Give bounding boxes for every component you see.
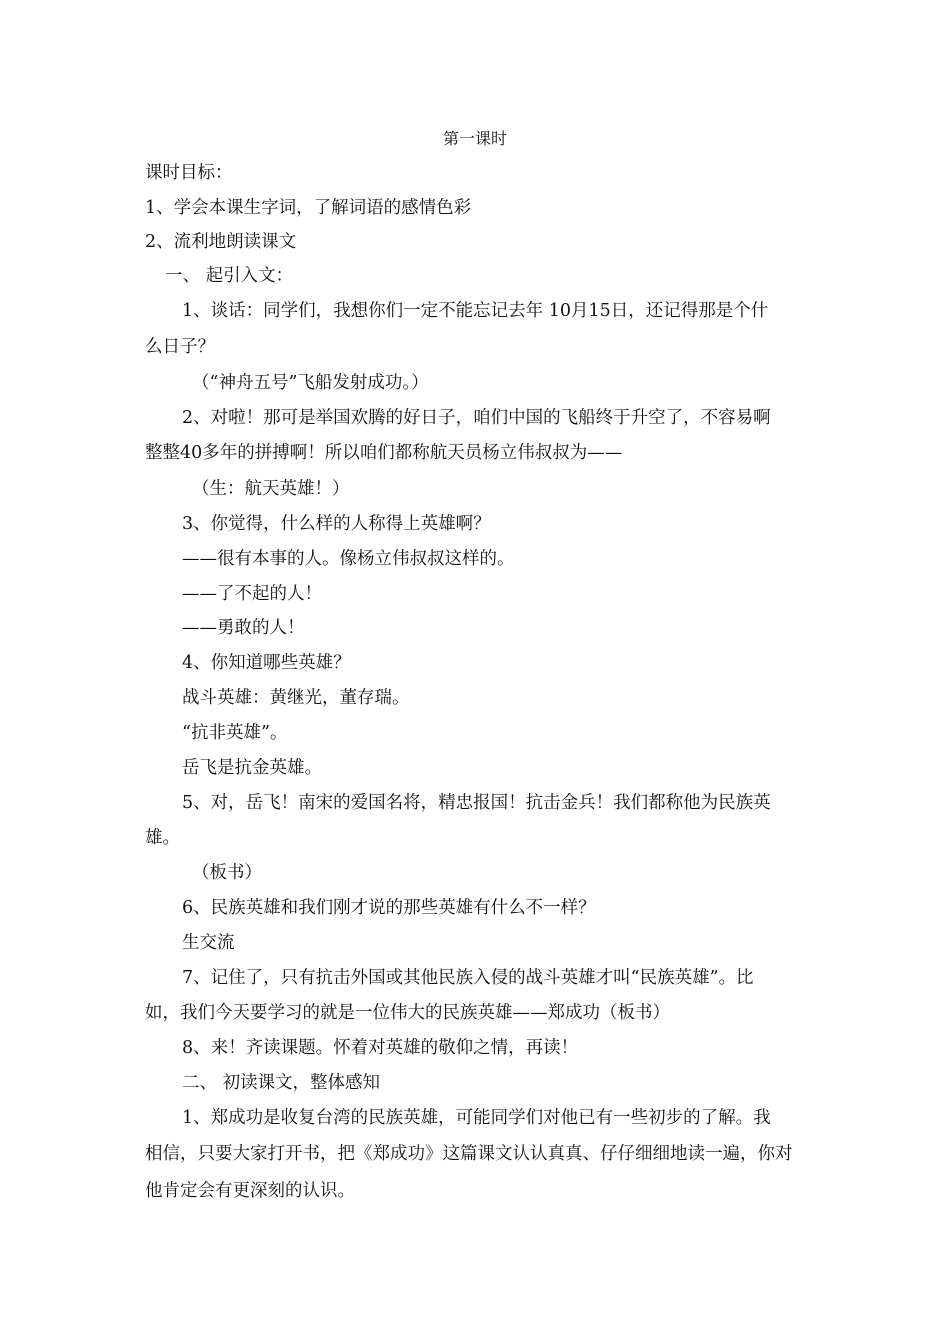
paragraph-line: 5、对，岳飞！南宋的爱国名将，精忠报国！抗击金兵！我们都称他为民族英 xyxy=(182,793,771,813)
paragraph-line: 战斗英雄：黄继光，董存瑞。 xyxy=(182,688,410,708)
paragraph-line: 岳飞是抗金英雄。 xyxy=(182,758,322,778)
paragraph-line: 雄。 xyxy=(145,828,180,848)
page-title: 第一课时 xyxy=(442,129,507,148)
paragraph-line: 生交流 xyxy=(182,933,235,953)
paragraph-line: （板书） xyxy=(192,863,262,883)
paragraph-line: 4、你知道哪些英雄？ xyxy=(182,653,351,673)
paragraph-line: 2、对啦！那可是举国欢腾的好日子，咱们中国的飞船终于升空了，不容易啊 xyxy=(182,408,771,428)
paragraph-line: 2、流利地朗读课文 xyxy=(145,232,297,252)
paragraph-line: 如，我们今天要学习的就是一位伟大的民族英雄——郑成功（板书） xyxy=(145,1003,670,1023)
paragraph-line: 他肯定会有更深刻的认识。 xyxy=(145,1181,355,1201)
paragraph-line: 相信，只要大家打开书，把《郑成功》这篇课文认认真真、仔仔细细地读一遍，你对 xyxy=(145,1144,793,1164)
paragraph-line: 课时目标： xyxy=(145,163,233,183)
paragraph-line: 3、你觉得，什么样的人称得上英雄啊？ xyxy=(182,514,491,534)
paragraph-line: ——勇敢的人！ xyxy=(182,618,305,638)
paragraph-line: （“神舟五号”飞船发射成功。） xyxy=(192,373,429,393)
section-heading: 一、 起引入文： xyxy=(165,266,294,286)
paragraph-line: ——很有本事的人。像杨立伟叔叔这样的。 xyxy=(182,549,515,569)
paragraph-line: “抗非英雄”。 xyxy=(182,723,288,743)
paragraph-line: （生：航天英雄！） xyxy=(192,479,350,499)
section-heading: 二、 初读课文，整体感知 xyxy=(182,1073,381,1093)
paragraph-line: 1、学会本课生字词，了解词语的感情色彩 xyxy=(145,198,472,218)
paragraph-line: 整整40多年的拼搏啊！所以咱们都称航天员杨立伟叔叔为—— xyxy=(145,443,623,463)
paragraph-line: 8、来！齐读课题。怀着对英雄的敬仰之情，再读！ xyxy=(182,1038,579,1058)
paragraph-line: ——了不起的人！ xyxy=(182,584,322,604)
paragraph-line: 7、记住了，只有抗击外国或其他民族入侵的战斗英雄才叫“民族英雄”。比 xyxy=(182,968,754,988)
paragraph-line: 6、民族英雄和我们刚才说的那些英雄有什么不一样？ xyxy=(182,898,596,918)
paragraph-line: 1、谈话：同学们，我想你们一定不能忘记去年 10月15日，还记得那是个什 xyxy=(182,301,769,321)
paragraph-line: 1、郑成功是收复台湾的民族英雄，可能同学们对他已有一些初步的了解。我 xyxy=(182,1108,771,1128)
paragraph-line: 么日子？ xyxy=(145,337,215,357)
